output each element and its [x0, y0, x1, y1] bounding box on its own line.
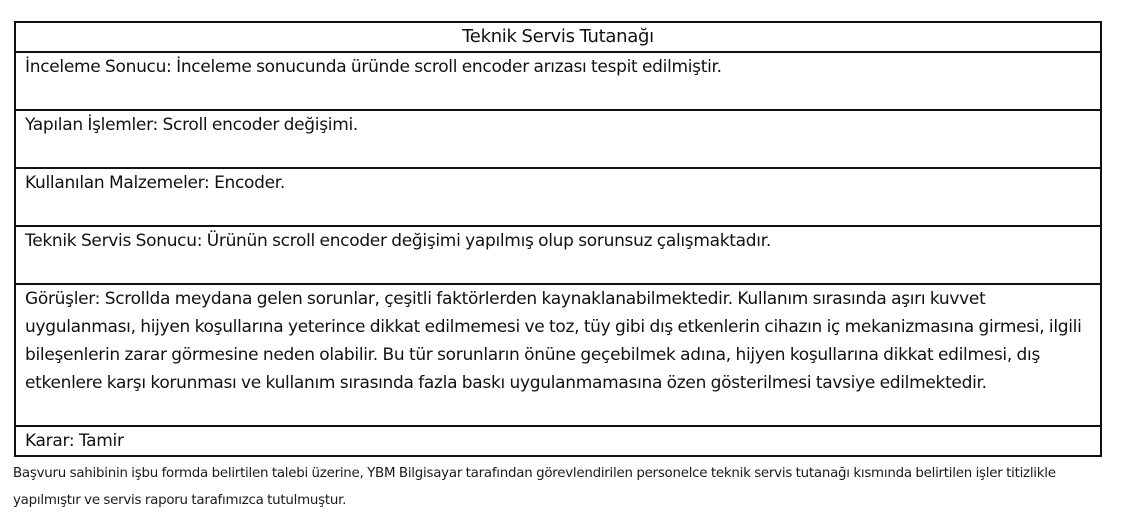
decision-label: Karar: — [25, 431, 75, 451]
report-title — [15, 22, 1101, 52]
materials-row — [15, 168, 1101, 226]
materials-label: Kullanılan Malzemeler: — [25, 173, 210, 193]
report-title-text: Teknik Servis Tutanağı — [462, 26, 654, 47]
opinions-cell — [15, 284, 1101, 426]
inspection-value: İnceleme sonucunda üründe scroll encoder arızası tespit edilmiştir. — [176, 57, 722, 77]
service-result-row — [15, 226, 1101, 284]
actions-cell — [15, 110, 1101, 168]
inspection-label: İnceleme Sonucu: — [25, 57, 172, 77]
service-report-table — [14, 21, 1102, 457]
service-result-label: Teknik Servis Sonucu: — [25, 231, 203, 251]
opinions-value: Scrollda meydana gelen sorunlar, çeşitli faktörlerden kaynaklanabilmektedir. Kullanım sırasında aşırı kuvvet uygulanması, hijyen koşullarına yeterince dikkat edilmemesi ve toz, tüy gibi dış etkenlerin cihazın iç mekanizmasına girmesi, ilgili bileşenlerin zarar görmesine neden olabilir. Bu tür sorunların önüne geçebilmek adına, hijyen koşullarına dikkat edilmesi, dış etkenlere karşı korunması ve kullanım sırasında fazla baskı uygulanmamasına özen gösterilmesi tavsiye edilmektedir. — [25, 289, 1082, 393]
actions-value: Scroll encoder değişimi. — [162, 115, 358, 135]
decision-value: Tamir — [78, 431, 124, 451]
inspection-cell — [15, 52, 1101, 110]
actions-label: Yapılan İşlemler: — [25, 115, 158, 135]
decision-cell — [15, 426, 1101, 456]
actions-row — [15, 110, 1101, 168]
service-result-cell — [15, 226, 1101, 284]
materials-value: Encoder. — [214, 173, 286, 193]
inspection-row — [15, 52, 1101, 110]
opinions-label: Görüşler: — [25, 289, 101, 309]
materials-cell — [15, 168, 1101, 226]
footer-note: Başvuru sahibinin işbu formda belirtilen talebi üzerine, YBM Bilgisayar tarafından görevlendirilen personelce teknik servis tutanağı kısmında belirtilen işler titizlikle yapılmıştır ve servis raporu tarafımızca tutulmuştur. — [13, 466, 1056, 508]
opinions-row — [15, 284, 1101, 426]
decision-row — [15, 426, 1101, 456]
service-result-value: Ürünün scroll encoder değişimi yapılmış olup sorunsuz çalışmaktadır. — [206, 231, 771, 251]
title-row — [15, 22, 1101, 52]
